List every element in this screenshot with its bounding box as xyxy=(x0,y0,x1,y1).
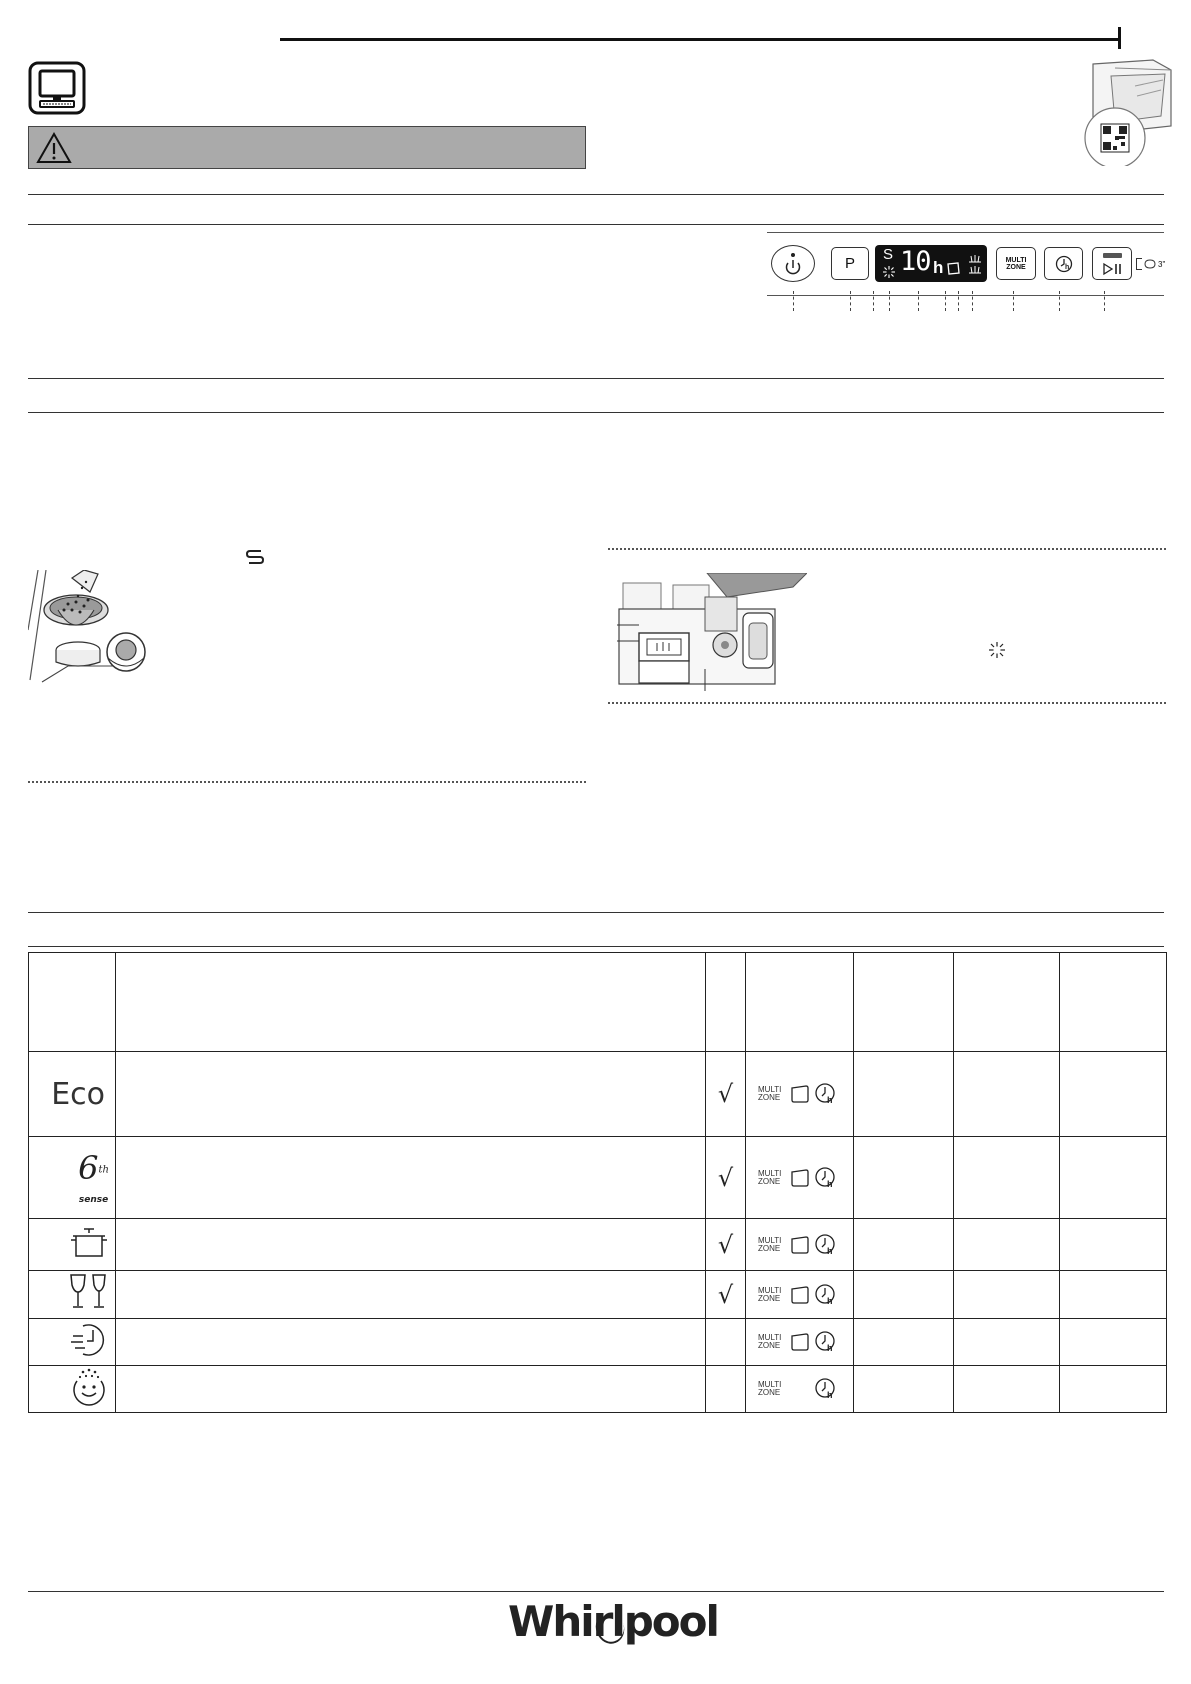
multizone-line2: ZONE xyxy=(758,1093,781,1102)
hold-bracket xyxy=(1136,258,1142,270)
rinse-aid-sparkle-icon xyxy=(988,641,1006,659)
table-cell xyxy=(1060,1319,1167,1366)
multizone-option xyxy=(758,1237,786,1253)
tablet-icon xyxy=(789,1168,811,1188)
program-description-cell xyxy=(116,1137,706,1219)
multizone-option xyxy=(758,1287,786,1303)
time-display: 10 xyxy=(900,246,931,277)
header-cell xyxy=(1060,953,1167,1052)
check-cell xyxy=(706,1366,746,1413)
tablet-indicator-icon xyxy=(945,262,961,276)
multizone-line2: ZONE xyxy=(758,1293,781,1303)
callout-line xyxy=(1104,291,1105,311)
callout-line xyxy=(1013,291,1014,311)
pot-icon xyxy=(69,1222,109,1262)
options-group xyxy=(746,1233,853,1257)
table-cell xyxy=(1060,1052,1167,1137)
delay-clock-icon xyxy=(1054,254,1074,274)
check-mark: √ xyxy=(717,1280,734,1309)
tablet-icon xyxy=(789,1235,811,1255)
check-mark: √ xyxy=(717,1163,734,1192)
multizone-button[interactable] xyxy=(996,247,1036,280)
table-cell xyxy=(854,1219,954,1271)
delay-clock-icon xyxy=(814,1082,838,1106)
6th-sense-number: 6 xyxy=(78,1148,99,1187)
delay-clock-icon xyxy=(814,1166,838,1190)
table-row xyxy=(29,1052,1167,1137)
table-cell xyxy=(954,1366,1060,1413)
callout-line xyxy=(873,291,874,311)
hand-press-icon xyxy=(1144,259,1156,269)
table-cell xyxy=(954,1137,1060,1219)
dotted-divider xyxy=(608,548,1166,550)
6th-sense-icon xyxy=(78,1149,109,1206)
salt-filling-illustration xyxy=(28,570,152,690)
check-cell xyxy=(706,1137,746,1219)
delay-clock-icon xyxy=(814,1233,838,1257)
table-cell xyxy=(954,1052,1060,1137)
program-button-label: P xyxy=(844,255,855,272)
check-cell xyxy=(706,1271,746,1319)
warning-triangle-icon xyxy=(35,131,73,165)
section-divider xyxy=(28,912,1164,913)
header-cell xyxy=(854,953,954,1052)
callout-line xyxy=(889,291,890,311)
monitor-icon xyxy=(28,61,86,115)
table-cell xyxy=(1060,1219,1167,1271)
table-cell xyxy=(954,1219,1060,1271)
dotted-divider xyxy=(608,702,1166,704)
multizone-line1: MULTI xyxy=(758,1380,782,1389)
multizone-line1: MULTI xyxy=(758,1085,782,1094)
svg-text:h: h xyxy=(827,1178,833,1189)
callout-line xyxy=(958,291,959,311)
dotted-divider xyxy=(28,781,586,783)
table-cell xyxy=(1060,1271,1167,1319)
table-cell xyxy=(854,1137,954,1219)
time-unit: h xyxy=(933,258,944,277)
table-row xyxy=(29,1271,1167,1319)
delay-clock-icon xyxy=(814,1330,838,1354)
multizone-option xyxy=(758,1170,786,1186)
callout-line xyxy=(918,291,919,311)
header-rule-end xyxy=(1118,27,1121,49)
multizone-label-line1: MULTI xyxy=(1005,256,1027,264)
program-button[interactable] xyxy=(831,247,869,280)
multizone-line1: MULTI xyxy=(758,1235,782,1245)
callout-line xyxy=(850,291,851,311)
table-cell xyxy=(854,1271,954,1319)
table-cell xyxy=(1060,1137,1167,1219)
check-mark: √ xyxy=(717,1230,734,1259)
program-icon-cell xyxy=(29,1219,116,1271)
check-cell xyxy=(706,1052,746,1137)
multizone-line2: ZONE xyxy=(758,1388,781,1397)
header-cell xyxy=(116,953,706,1052)
program-icon-cell xyxy=(29,1052,116,1137)
delay-clock-icon xyxy=(814,1283,838,1307)
quick-wash-clock-icon xyxy=(69,1320,109,1360)
table-row xyxy=(29,1137,1167,1219)
svg-text:h: h xyxy=(827,1245,833,1256)
header-rule xyxy=(280,38,1120,41)
multizone-label-line2: ZONE xyxy=(1006,263,1026,271)
start-pause-button[interactable] xyxy=(1092,247,1132,280)
table-row xyxy=(29,1366,1167,1413)
program-icon-cell xyxy=(29,1319,116,1366)
header-cell xyxy=(746,953,854,1052)
program-description-cell xyxy=(116,1271,706,1319)
callout-line xyxy=(793,291,794,311)
detergent-dispenser-illustration xyxy=(617,573,807,698)
salt-indicator: S xyxy=(883,246,894,263)
svg-text:h: h xyxy=(827,1095,833,1105)
callout-line xyxy=(1059,291,1060,311)
options-cell xyxy=(746,1319,854,1366)
header-cell xyxy=(954,953,1060,1052)
multizone-option xyxy=(758,1086,786,1102)
header-cell xyxy=(706,953,746,1052)
prewash-smile-icon xyxy=(69,1367,109,1407)
multizone-line1: MULTI xyxy=(758,1333,782,1342)
rinse-aid-indicator-icon xyxy=(882,265,896,279)
section-divider xyxy=(28,194,1164,195)
program-icon-cell xyxy=(29,1137,116,1219)
program-description-cell xyxy=(116,1366,706,1413)
table-cell xyxy=(854,1319,954,1366)
hold-time-label: 3" xyxy=(1158,259,1166,269)
options-cell xyxy=(746,1137,854,1219)
wine-glasses-icon xyxy=(67,1272,109,1312)
check-cell xyxy=(706,1219,746,1271)
section-divider xyxy=(28,946,1164,947)
tablet-icon xyxy=(789,1332,811,1352)
program-description-cell xyxy=(116,1319,706,1366)
options-group xyxy=(746,1082,853,1106)
tablet-icon xyxy=(789,1285,811,1305)
table-row xyxy=(29,1219,1167,1271)
program-description-cell xyxy=(116,1219,706,1271)
table-cell xyxy=(954,1319,1060,1366)
programs-table xyxy=(28,952,1167,1413)
6th-sense-word: sense xyxy=(78,1194,109,1205)
options-group xyxy=(746,1283,853,1307)
multizone-option xyxy=(758,1381,786,1397)
table-cell xyxy=(854,1366,954,1413)
tablet-icon xyxy=(789,1084,811,1104)
eco-label: Eco xyxy=(51,1076,105,1112)
salt-symbol-icon xyxy=(245,548,265,566)
header-cell xyxy=(29,953,116,1052)
brand-logo-text: Whirlpool xyxy=(508,1597,718,1646)
play-pause-icon xyxy=(1101,262,1123,276)
multizone-line1: MULTI xyxy=(758,1168,782,1178)
dishwasher-qr-code-icon xyxy=(1075,56,1175,166)
options-cell xyxy=(746,1219,854,1271)
svg-text:h: h xyxy=(1064,263,1069,271)
table-row xyxy=(29,1319,1167,1366)
table-header-row xyxy=(29,953,1167,1052)
6th-sense-suffix: th xyxy=(98,1164,109,1176)
svg-text:h: h xyxy=(827,1343,833,1353)
program-description-cell xyxy=(116,1052,706,1137)
table-cell xyxy=(1060,1366,1167,1413)
delay-start-button[interactable] xyxy=(1044,247,1083,280)
options-cell xyxy=(746,1366,854,1413)
options-cell xyxy=(746,1052,854,1137)
callout-line xyxy=(972,291,973,311)
zone-indicator-icon xyxy=(967,252,983,276)
panel-top-edge xyxy=(767,232,1164,233)
options-group xyxy=(746,1330,853,1354)
section-divider xyxy=(28,412,1164,413)
section-divider xyxy=(28,378,1164,379)
table-cell xyxy=(954,1271,1060,1319)
section-divider xyxy=(28,224,1164,225)
program-icon-cell xyxy=(29,1366,116,1413)
footer-divider xyxy=(28,1591,1164,1592)
options-group xyxy=(746,1377,853,1401)
hold-hint xyxy=(1136,258,1165,270)
multizone-option xyxy=(758,1334,786,1350)
svg-text:h: h xyxy=(827,1295,833,1306)
power-button[interactable] xyxy=(771,245,815,282)
options-cell xyxy=(746,1271,854,1319)
multizone-line2: ZONE xyxy=(758,1176,781,1186)
power-icon xyxy=(772,246,814,281)
multizone-line1: MULTI xyxy=(758,1285,782,1295)
start-indicator-light xyxy=(1103,253,1122,258)
display-panel xyxy=(875,245,987,282)
callout-line xyxy=(945,291,946,311)
program-icon-cell xyxy=(29,1271,116,1319)
warning-banner xyxy=(28,126,586,169)
multizone-line2: ZONE xyxy=(758,1243,781,1253)
svg-text:h: h xyxy=(827,1390,833,1400)
delay-clock-icon xyxy=(814,1377,838,1401)
options-group xyxy=(746,1166,853,1190)
multizone-line2: ZONE xyxy=(758,1341,781,1350)
check-cell xyxy=(706,1319,746,1366)
table-cell xyxy=(854,1052,954,1137)
check-mark: √ xyxy=(717,1080,734,1108)
